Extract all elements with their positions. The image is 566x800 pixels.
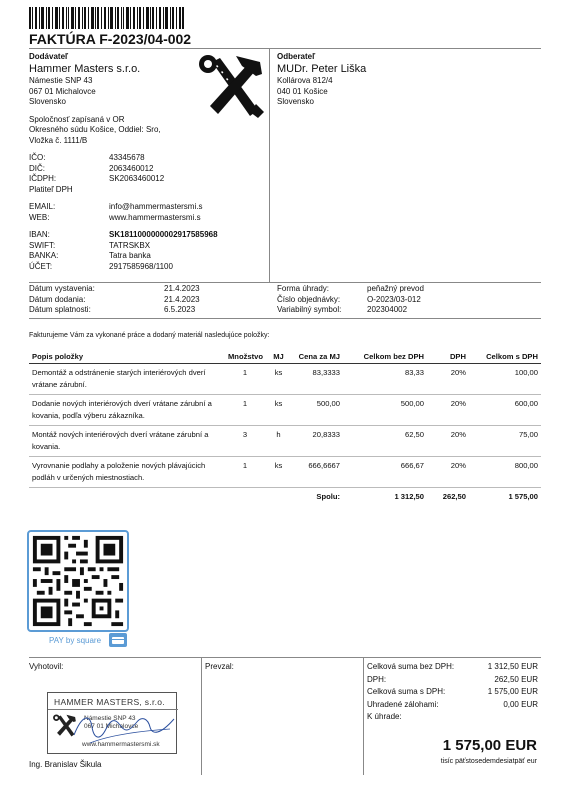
due-date-label: Dátum splatnosti:	[29, 305, 91, 314]
email-label: EMAIL:	[29, 202, 56, 211]
variable-symbol-label: Variabilný symbol:	[277, 305, 342, 314]
issue-date-value: 21.4.2023	[164, 284, 200, 293]
supplier-address-line: Slovensko	[29, 97, 66, 106]
column-header: Množstvo	[224, 350, 266, 364]
amount-in-words: tisíc päťstosedemdesiatpäť eur	[440, 758, 537, 765]
registration-line: Spoločnosť zapísaná v OR	[29, 114, 125, 124]
item-vat: 20%	[427, 426, 469, 457]
item-gross: 600,00	[469, 395, 541, 426]
registration-line: Vložka č. 1111/B	[29, 135, 88, 145]
item-vat: 20%	[427, 457, 469, 488]
item-description: Montáž nových interiérových dverí vrátane zárubní a kovania.	[29, 426, 224, 457]
column-header: Cena za MJ	[291, 350, 343, 364]
item-description: Vyrovnanie podlahy a položenie nových plávajúcich podláh v určených miestnostiach.	[29, 457, 224, 488]
item-unit: h	[266, 426, 291, 457]
icdph-value: SK2063460012	[109, 174, 165, 183]
total-gross-value: 1 575,00 EUR	[487, 687, 538, 696]
item-unit-price: 20,8333	[291, 426, 343, 457]
card-icon	[109, 633, 127, 647]
ico-label: IČO:	[29, 153, 46, 162]
item-quantity: 3	[224, 426, 266, 457]
column-header: Popis položky	[29, 350, 224, 364]
total-vat-label: DPH:	[367, 674, 387, 684]
variable-symbol-value: 202304002	[367, 305, 408, 314]
item-gross: 100,00	[469, 364, 541, 395]
stamp-web: www.hammermastersmi.sk	[82, 741, 160, 748]
column-header: MJ	[266, 350, 291, 364]
items-table	[29, 350, 541, 506]
table-sum-row	[29, 488, 541, 507]
item-unit-price: 500,00	[291, 395, 343, 426]
item-net: 500,00	[343, 395, 427, 426]
item-quantity: 1	[224, 395, 266, 426]
item-unit-price: 83,3333	[291, 364, 343, 395]
email-value[interactable]: info@hammermastersmi.s	[109, 202, 203, 211]
supplier-address-line: Námestie SNP 43	[29, 76, 93, 85]
issue-date-label: Dátum vystavenia:	[29, 284, 95, 293]
supplier-name: Hammer Masters s.r.o.	[29, 63, 141, 75]
item-gross: 800,00	[469, 457, 541, 488]
order-number-label: Číslo objednávky:	[277, 294, 341, 304]
column-header: Celkom bez DPH	[343, 350, 427, 364]
sum-label: Spolu:	[316, 492, 340, 501]
dates-block	[29, 284, 264, 316]
item-unit: ks	[266, 395, 291, 426]
column-header: DPH	[427, 350, 469, 364]
customer-address-line: Kollárova 812/4	[277, 76, 333, 85]
payment-form-label: Forma úhrady:	[277, 284, 330, 293]
item-net: 83,33	[343, 364, 427, 395]
sum-gross: 1 575,00	[508, 492, 538, 501]
payment-block	[277, 284, 537, 316]
stamp-company: HAMMER MASTERS, s.r.o.	[54, 697, 165, 707]
ico-value: 43345678	[109, 153, 145, 162]
item-description: Dodanie nových interiérových dverí vrátane zárubní a kovania, podľa výberu zákazníka.	[29, 395, 224, 426]
delivery-date-value: 21.4.2023	[164, 294, 200, 304]
order-number-value: O-2023/03-012	[367, 294, 421, 304]
swift-value: TATRSKBX	[109, 240, 151, 250]
table-row	[29, 395, 541, 426]
intro-text: Fakturujeme Vám za vykonané práce a dodaný materiál nasledujúce položky:	[29, 332, 270, 339]
item-unit: ks	[266, 457, 291, 488]
web-value[interactable]: www.hammermastersmi.s	[109, 212, 201, 222]
signature-icon	[70, 705, 180, 750]
total-net-label: Celková suma bez DPH:	[367, 662, 455, 671]
column-header: Celkom s DPH	[469, 350, 541, 364]
qr-frame	[27, 530, 129, 632]
item-unit-price: 666,6667	[291, 457, 343, 488]
customer-block	[277, 52, 537, 108]
dic-label: DIČ:	[29, 163, 45, 173]
swift-label: SWIFT:	[29, 240, 56, 250]
supplier-heading: Dodávateľ	[29, 52, 69, 61]
issued-by-label: Vyhotovil:	[29, 662, 64, 671]
payment-form-value: peňažný prevod	[367, 284, 424, 293]
supplier-address-line: 067 01 Michalovce	[29, 86, 96, 96]
sum-net: 1 312,50	[394, 492, 424, 501]
item-vat: 20%	[427, 395, 469, 426]
customer-address-line: Slovensko	[277, 97, 314, 106]
hammer-wrench-logo-icon	[196, 54, 268, 120]
table-row	[29, 457, 541, 488]
item-gross: 75,00	[469, 426, 541, 457]
totals-block	[367, 661, 538, 724]
total-vat-value: 262,50 EUR	[494, 674, 538, 684]
customer-name: MUDr. Peter Liška	[277, 63, 367, 75]
item-quantity: 1	[224, 457, 266, 488]
amount-due-label: K úhrade:	[367, 712, 402, 721]
bank-value: Tatra banka	[109, 251, 151, 260]
stamp-address-line: 067 01 Michalovce	[84, 723, 139, 730]
qr-code-icon	[29, 532, 127, 630]
due-date-value: 6.5.2023	[164, 305, 196, 314]
item-quantity: 1	[224, 364, 266, 395]
amount-due-value: 1 575,00 EUR	[442, 737, 537, 754]
pay-by-square-label: PAY by square	[49, 636, 102, 645]
barcode	[29, 7, 184, 29]
advances-label: Uhradené zálohami:	[367, 699, 439, 709]
account-value: 2917585968/1100	[109, 261, 173, 271]
item-vat: 20%	[427, 364, 469, 395]
registration-line: Okresného súdu Košice, Oddiel: Sro,	[29, 125, 161, 134]
advances-value: 0,00 EUR	[503, 699, 538, 709]
table-row	[29, 364, 541, 395]
table-header-row	[29, 350, 541, 364]
item-unit: ks	[266, 364, 291, 395]
iban-label: IBAN:	[29, 230, 50, 239]
item-net: 62,50	[343, 426, 427, 457]
item-net: 666,67	[343, 457, 427, 488]
account-label: ÚČET:	[29, 261, 53, 271]
web-label: WEB:	[29, 212, 50, 222]
bank-label: BANKA:	[29, 251, 59, 260]
iban-value: SK1811000000002917585968	[109, 230, 218, 239]
customer-address-line: 040 01 Košice	[277, 86, 328, 96]
item-description: Demontáž a odstránenie starých interiérových dverí vrátane zárubní.	[29, 364, 224, 395]
total-net-value: 1 312,50 EUR	[487, 662, 538, 671]
total-gross-label: Celková suma s DPH:	[367, 687, 446, 696]
icdph-label: IČDPH:	[29, 174, 57, 183]
delivery-date-label: Dátum dodania:	[29, 294, 86, 304]
invoice-title: FAKTÚRA F-2023/04-002	[29, 31, 192, 47]
vat-payer-note: Platiteľ DPH	[29, 184, 73, 194]
stamp-address-line: Námestie SNP 43	[84, 715, 136, 722]
received-by-label: Prevzal:	[205, 662, 234, 671]
signer-name: Ing. Branislav Šikula	[29, 760, 102, 769]
sum-vat: 262,50	[442, 492, 466, 501]
dic-value: 2063460012	[109, 163, 154, 173]
table-row	[29, 426, 541, 457]
customer-heading: Odberateľ	[277, 52, 316, 61]
